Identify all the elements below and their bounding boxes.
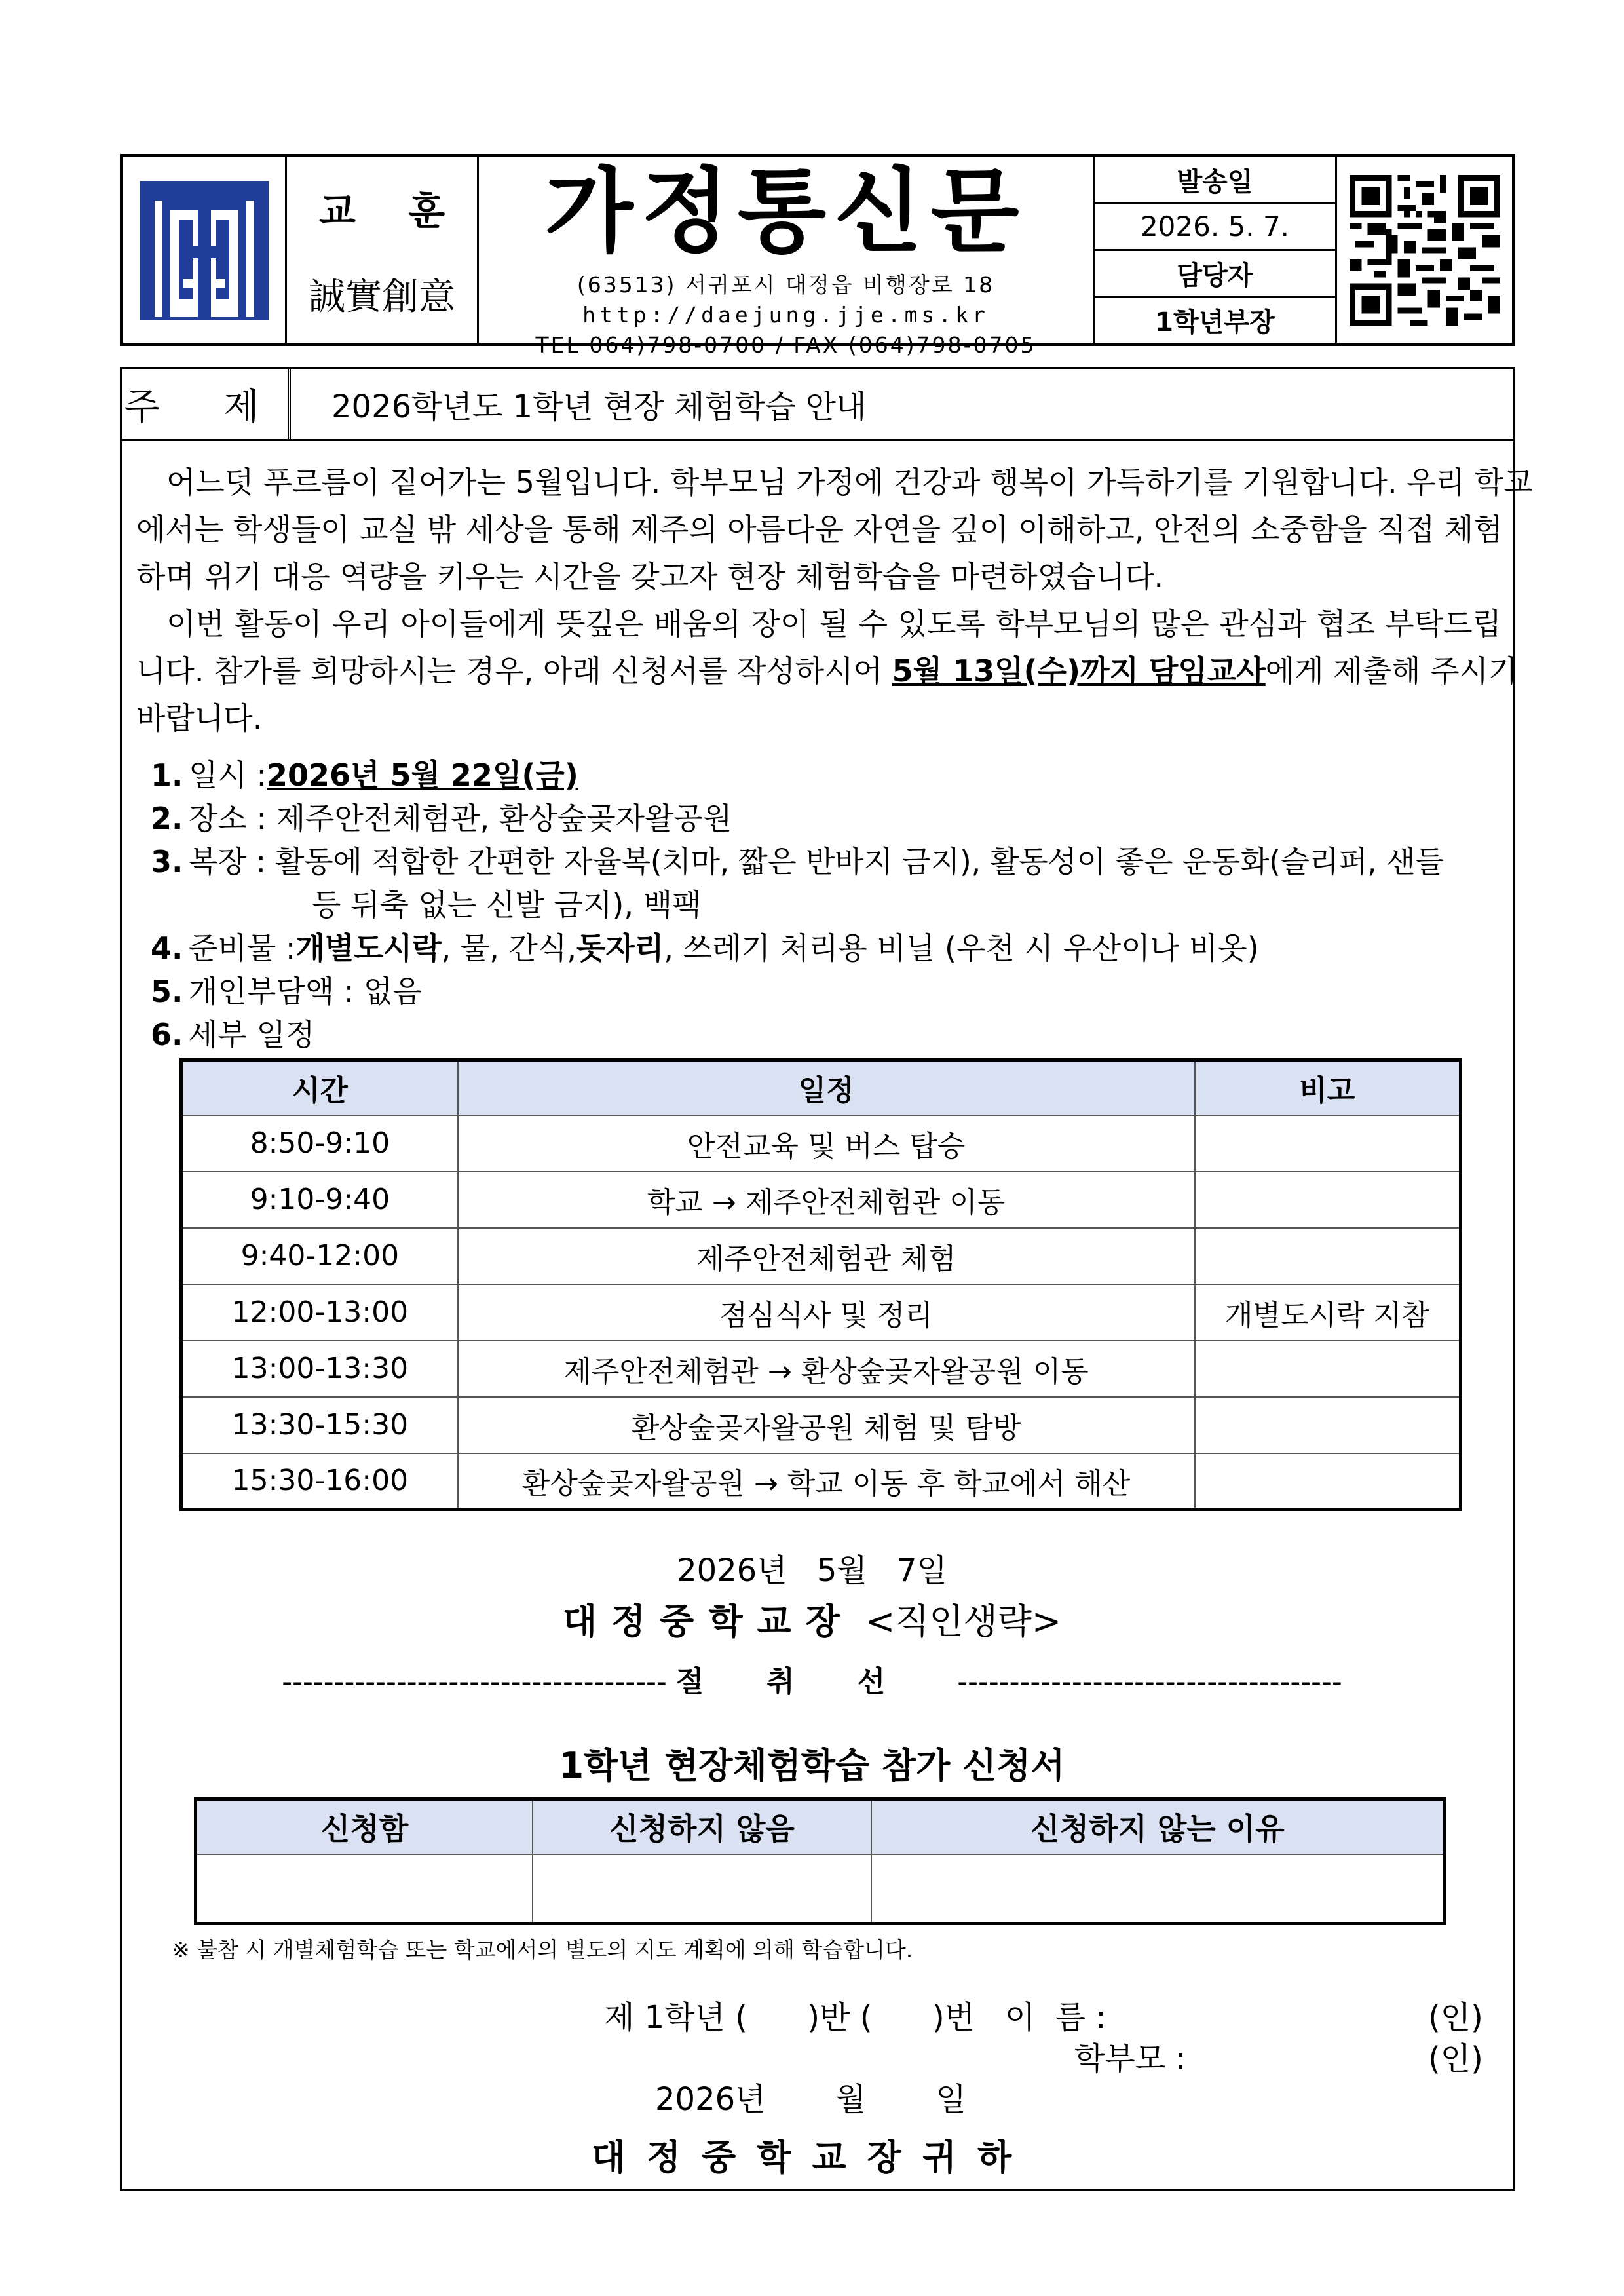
list-text: 장소 : 제주안전체험관, 환상숲곶자왈공원 [189, 801, 732, 836]
addressee: 대정중학교장귀하 [591, 2137, 1033, 2178]
info-cell [1095, 157, 1337, 343]
list-num: 1. [151, 757, 183, 793]
request-line-2a: 니다. 참가를 희망하시는 경우, 아래 신청서를 작성하시어 [136, 653, 892, 689]
apply-input-row [196, 1854, 1445, 1924]
cut-line [0, 1658, 1624, 1700]
subject-label: 주 제 [122, 369, 291, 439]
col-header-not-apply: 신청하지 않음 [533, 1799, 871, 1854]
schedule-table [179, 1058, 1462, 1511]
col-header-apply: 신청함 [196, 1799, 533, 1854]
intro-line-1: 어느덧 푸르름이 짙어가는 5월입니다. 학부모님 가정에 건강과 행복이 가득하기를 기원합니다. 우리 학교 [166, 465, 1533, 500]
request-line-2b: 에게 제출해 주시기 [1265, 653, 1518, 689]
supply-lunchbox: 개별도시락 [295, 930, 442, 966]
signature-date: 2026년 5월 7일 [677, 1552, 947, 1589]
form-date-line[interactable]: 2026년 월 일 [655, 2081, 966, 2118]
table-row [181, 1284, 1461, 1341]
time-cell: 13:00-13:30 [181, 1341, 458, 1397]
principal-name: 대정중학교장 [562, 1601, 854, 1642]
time-cell: 13:30-15:30 [181, 1397, 458, 1453]
time-cell: 12:00-13:00 [181, 1284, 458, 1341]
list-text: 복장 : 활동에 적합한 간편한 자율복(치마, 짧은 반바지 금지), 활동성이 좋은 운동화(슬리퍼, 샌들 [189, 844, 1445, 879]
manager-label: 담당자 [1095, 251, 1335, 298]
time-cell: 9:10-9:40 [181, 1172, 458, 1228]
title-cell [479, 157, 1095, 358]
cut-dashes-right: ------------------------------------- [957, 1665, 1342, 1698]
time-cell: 9:40-12:00 [181, 1228, 458, 1284]
parent-label[interactable]: 학부모 : [1074, 2040, 1186, 2077]
issue-label: 발송일 [1095, 157, 1335, 204]
note-cell [1195, 1115, 1461, 1172]
cut-dashes-left: ------------------------------------- [282, 1665, 667, 1698]
list-item-dress-cont [151, 883, 1507, 927]
reason-input-cell[interactable] [871, 1854, 1445, 1924]
info-list [151, 754, 1507, 1056]
activity-cell: 환상숲곶자왈공원 → 학교 이동 후 학교에서 해산 [458, 1453, 1195, 1510]
list-item-cost [151, 970, 1507, 1013]
parent-seal: (인) [1428, 2040, 1483, 2077]
motto-cell [287, 157, 479, 343]
note-cell [1195, 1341, 1461, 1397]
request-line-1: 이번 활동이 우리 아이들에게 뜻깊은 배움의 장이 될 수 있도록 학부모님의 많은 관심과 협조 부탁드립 [166, 606, 1501, 641]
time-cell: 8:50-9:10 [181, 1115, 458, 1172]
school-address: (63513) 서귀포시 대정읍 비행장로 18 [576, 272, 995, 297]
request-line-3: 바랍니다. [136, 700, 263, 736]
school-logo-cell [123, 157, 287, 343]
manager-value: 1학년부장 [1155, 307, 1275, 338]
student-seal: (인) [1428, 1999, 1483, 2036]
table-row [181, 1172, 1461, 1228]
activity-cell: 점심식사 및 정리 [458, 1284, 1195, 1341]
school-website[interactable]: http://daejung.jje.ms.kr [582, 302, 989, 328]
intro-line-2: 에서는 학생들이 교실 밖 세상을 통해 제주의 아름다운 자연을 깊이 이해하고, 안전의 소중함을 직접 체험 [136, 512, 1503, 547]
activity-cell: 제주안전체험관 → 환상숲곶자왈공원 이동 [458, 1341, 1195, 1397]
motto-text: 誠實創意 [309, 275, 455, 318]
activity-cell: 환상숲곶자왈공원 체험 및 탐방 [458, 1397, 1195, 1453]
subject-bar [122, 369, 1513, 441]
school-logo-icon [140, 181, 269, 320]
activity-cell: 학교 → 제주안전체험관 이동 [458, 1172, 1195, 1228]
list-num: 4. [151, 930, 183, 966]
list-num: 5. [151, 974, 183, 1009]
list-item-date [151, 754, 1507, 797]
list-item-dress [151, 840, 1507, 883]
note-cell [1195, 1228, 1461, 1284]
table-row [181, 1228, 1461, 1284]
student-fields[interactable]: 제 1학년 ( )반 ( )번 이 름 : [604, 1999, 1106, 2036]
list-label: 준비물 : [189, 930, 296, 966]
form-title: 1학년 현장체험학습 참가 신청서 [559, 1745, 1065, 1786]
time-cell: 15:30-16:00 [181, 1453, 458, 1510]
table-row [181, 1341, 1461, 1397]
list-item-place [151, 797, 1507, 840]
col-header-time: 시간 [181, 1060, 458, 1115]
deadline-text: 5월 13일(수)까지 담임교사 [892, 653, 1266, 689]
not-apply-checkbox-cell[interactable] [533, 1854, 871, 1924]
motto-title: 교 훈 [318, 188, 465, 233]
list-text: 등 뒤축 없는 신발 금지), 백팩 [312, 887, 702, 923]
activity-cell: 안전교육 및 버스 탑승 [458, 1115, 1195, 1172]
list-num: 2. [151, 801, 183, 836]
activity-cell: 제주안전체험관 체험 [458, 1228, 1195, 1284]
table-header-row [181, 1060, 1461, 1115]
supply-mat: 돗자리 [576, 930, 664, 966]
col-header-reason: 신청하지 않는 이유 [871, 1799, 1445, 1854]
list-item-schedule [151, 1013, 1507, 1056]
list-item-supplies [151, 927, 1507, 970]
event-date: 2026년 5월 22일(금) [267, 757, 578, 793]
table-row [181, 1115, 1461, 1172]
list-text: , 쓰레기 처리용 비닐 (우천 시 우산이나 비옷) [664, 930, 1259, 966]
note-cell [1195, 1172, 1461, 1228]
table-row [181, 1397, 1461, 1453]
school-contact: TEL 064)798-0700 / FAX (064)798-0705 [535, 332, 1036, 358]
note-cell [1195, 1453, 1461, 1510]
absence-note: ※ 불참 시 개별체험학습 또는 학교에서의 별도의 지도 계획에 의해 학습합니다. [172, 1937, 913, 1962]
letter-header [120, 154, 1515, 358]
issue-date: 2026. 5. 7. [1095, 204, 1335, 252]
page-title: 가정통신문 [544, 159, 1027, 265]
qr-code-icon[interactable] [1350, 175, 1500, 326]
note-cell: 개별도시락 지참 [1195, 1284, 1461, 1341]
apply-checkbox-cell[interactable] [196, 1854, 533, 1924]
request-line-2 [136, 647, 1518, 695]
signature-block [0, 1594, 1624, 1644]
list-text: , 물, 간식, [441, 930, 577, 966]
apply-header-row [196, 1799, 1445, 1854]
seal-note: <직인생략> [865, 1601, 1062, 1642]
col-header-schedule: 일정 [458, 1060, 1195, 1115]
list-text: 개인부담액 : 없음 [189, 974, 422, 1009]
list-label: 일시 : [189, 757, 267, 793]
qr-cell [1337, 157, 1512, 343]
list-text: 세부 일정 [189, 1017, 315, 1052]
list-num: 6. [151, 1017, 183, 1052]
list-num: 3. [151, 844, 183, 879]
cut-label: 절취선 [675, 1665, 949, 1698]
intro-paragraph [136, 459, 1533, 600]
request-paragraph [136, 600, 1518, 742]
intro-line-3: 하며 위기 대응 역량을 키우는 시간을 갖고자 현장 체험학습을 마련하였습니다. [136, 559, 1164, 594]
col-header-note: 비고 [1195, 1060, 1461, 1115]
application-table [194, 1797, 1446, 1925]
table-row [181, 1453, 1461, 1510]
subject-text: 2026학년도 1학년 현장 체험학습 안내 [331, 389, 867, 425]
note-cell [1195, 1397, 1461, 1453]
